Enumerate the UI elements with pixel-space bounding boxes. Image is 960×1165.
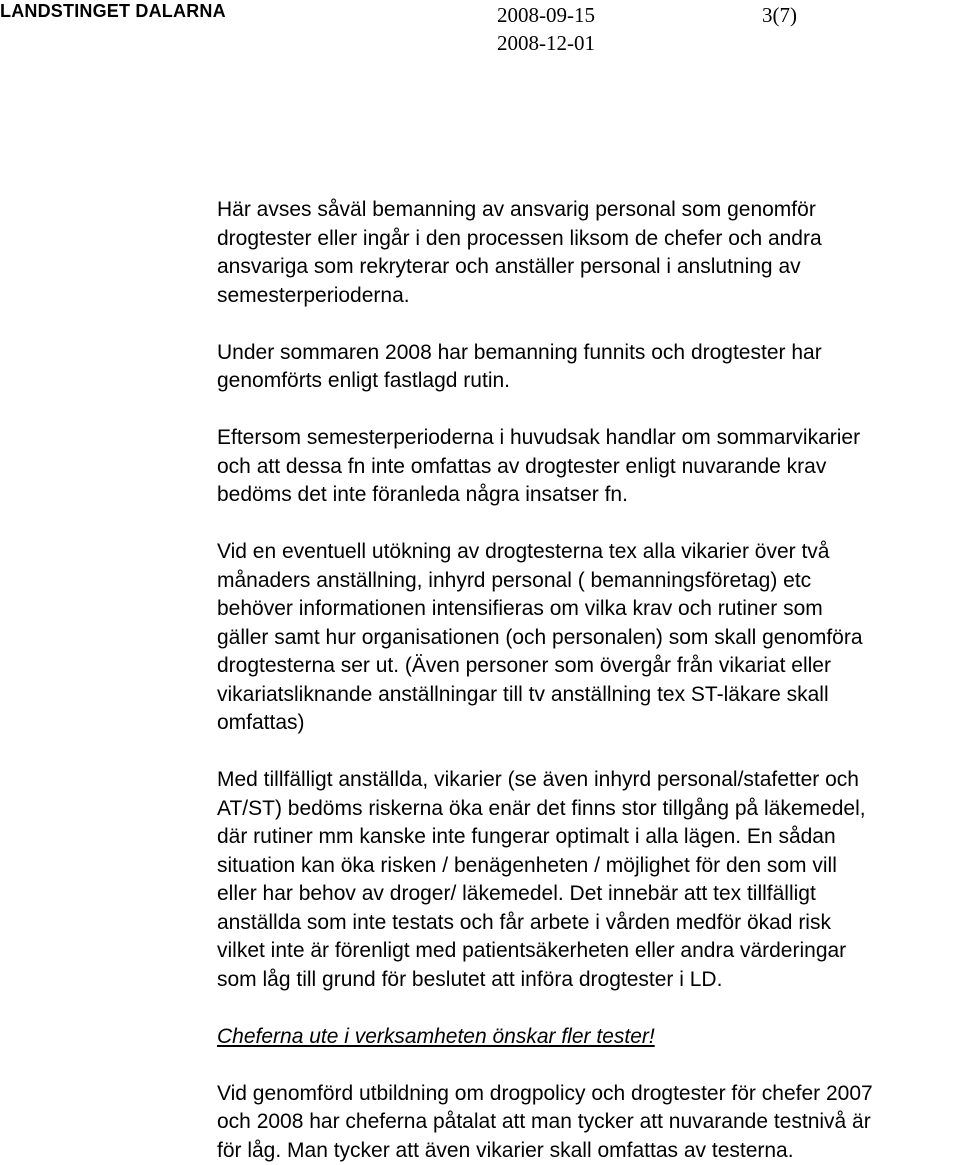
text-line: där rutiner mm kanske inte fungerar optimalt i alla lägen. En sådan [217,823,959,852]
text-line: drogtesterna ser ut. (Även personer som övergår från vikariat eller [217,652,959,681]
underlined-heading: Cheferna ute i verksamheten önskar fler tester! [217,1023,959,1052]
text-line: gäller samt hur organisationen (och personalen) som skall genomföra [217,624,959,653]
organization-name: LANDSTINGET DALARNA [0,0,226,22]
text-line: semesterperioderna. [217,282,959,311]
paragraph-2 [217,339,959,396]
text-line: drogtester eller ingår i den processen liksom de chefer och andra [217,225,959,254]
text-line: för låg. Man tycker att även vikarier skall omfattas av testerna. [217,1137,959,1165]
text-line: Vid en eventuell utökning av drogtesterna tex alla vikarier över två [217,538,959,567]
document-body [217,196,959,1165]
paragraph-4 [217,538,959,738]
paragraph-1 [217,196,959,310]
text-line: situation kan öka risken / benägenheten / möjlighet för den som vill [217,852,959,881]
text-line: månaders anställning, inhyrd personal ( bemanningsföretag) etc [217,567,959,596]
text-line: anställda som inte testats och får arbete i vården medför ökad risk [217,909,959,938]
text-line: Eftersom semesterperioderna i huvudsak handlar om sommarvikarier [217,424,959,453]
text-line: Vid genomförd utbildning om drogpolicy och drogtester för chefer 2007 [217,1080,959,1109]
header-dates [497,1,595,57]
page-header [0,0,960,60]
text-line: vilket inte är förenligt med patientsäkerheten eller andra värderingar [217,937,959,966]
text-line: Med tillfälligt anställda, vikarier (se även inhyrd personal/stafetter och [217,766,959,795]
paragraph-3 [217,424,959,510]
text-line: genomförts enligt fastlagd rutin. [217,367,959,396]
text-line: Under sommaren 2008 har bemanning funnits och drogtester har [217,339,959,368]
paragraph-5 [217,766,959,994]
header-date-2: 2008-12-01 [497,29,595,57]
paragraph-final [217,1080,959,1165]
header-date-1: 2008-09-15 [497,1,595,29]
text-line: ansvariga som rekryterar och anställer personal i anslutning av [217,253,959,282]
text-line: eller har behov av droger/ läkemedel. Det innebär att tex tillfälligt [217,880,959,909]
text-line: som låg till grund för beslutet att införa drogtester i LD. [217,966,959,995]
text-line: Här avses såväl bemanning av ansvarig personal som genomför [217,196,959,225]
text-line: behöver informationen intensifieras om vilka krav och rutiner som [217,595,959,624]
section-heading [217,1023,959,1052]
page-number: 3(7) [762,1,797,29]
text-line: omfattas) [217,709,959,738]
text-line: AT/ST) bedöms riskerna öka enär det finns stor tillgång på läkemedel, [217,795,959,824]
text-line: och att dessa fn inte omfattas av drogtester enligt nuvarande krav [217,453,959,482]
text-line: bedöms det inte föranleda några insatser fn. [217,481,959,510]
text-line: och 2008 har cheferna påtalat att man tycker att nuvarande testnivå är [217,1108,959,1137]
text-line: vikariatsliknande anställningar till tv anställning tex ST-läkare skall [217,681,959,710]
